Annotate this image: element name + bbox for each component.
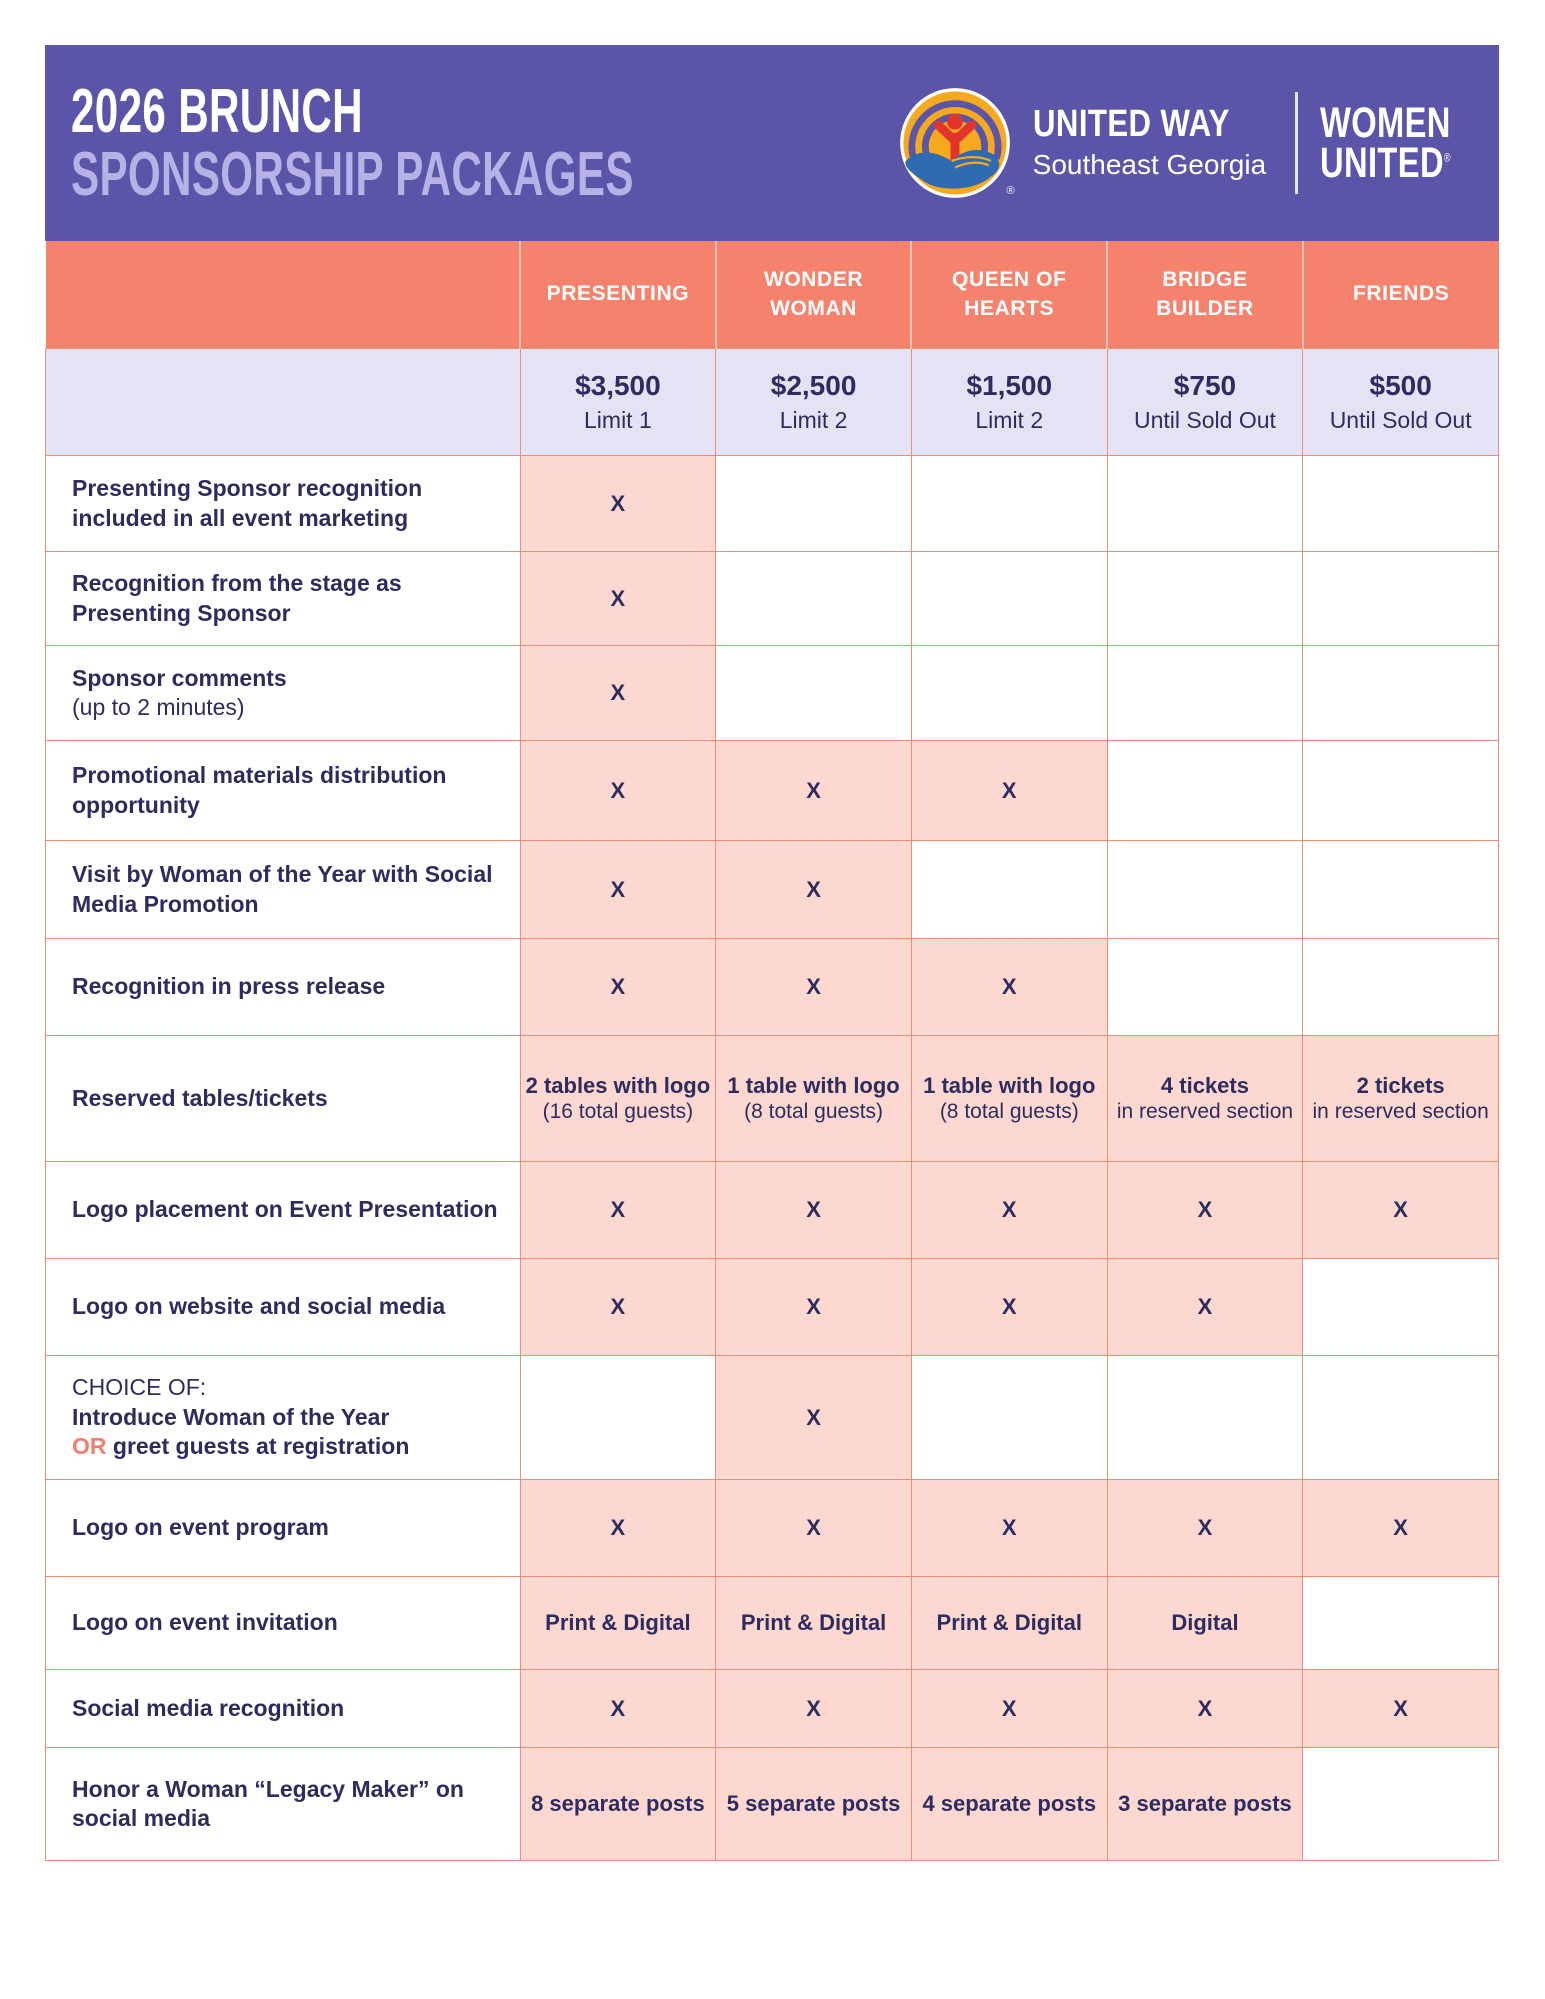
package-cell: 5 separate posts (716, 1748, 912, 1861)
united-way-logo-icon (899, 87, 1015, 199)
package-cell (1303, 841, 1499, 939)
package-cell: Digital (1107, 1577, 1303, 1670)
package-cell (716, 552, 912, 646)
availability: Until Sold Out (1134, 407, 1276, 433)
table-row (46, 1259, 1499, 1356)
feature-label-prefix: CHOICE OF: (72, 1374, 207, 1401)
united-way-logo-graphic (899, 87, 1011, 199)
package-cell: X (716, 741, 912, 841)
header-blank-cell (46, 241, 521, 349)
column-header-presenting: PRESENTING (520, 241, 716, 349)
package-cell (1107, 1356, 1303, 1480)
package-cell (1303, 939, 1499, 1036)
feature-label-cell (46, 841, 521, 939)
banner (45, 45, 1499, 241)
package-cell (911, 456, 1107, 552)
package-cell: X (520, 1259, 716, 1356)
feature-label-cell (46, 1162, 521, 1259)
table-row (46, 1036, 1499, 1162)
package-cell: X (716, 1356, 912, 1480)
table-row (46, 741, 1499, 841)
feature-label-cell (46, 1577, 521, 1670)
availability: Limit 1 (584, 407, 652, 433)
program-line-1: WOMEN (1319, 98, 1451, 147)
table-row (46, 646, 1499, 741)
package-cell: X (520, 1670, 716, 1748)
package-cell: X (1303, 1162, 1499, 1259)
package-cell (911, 646, 1107, 741)
package-cell (1303, 1259, 1499, 1356)
table-row (46, 552, 1499, 646)
package-cell: 8 separate posts (520, 1748, 716, 1861)
package-cell (1303, 552, 1499, 646)
package-cell (1303, 1577, 1499, 1670)
package-cell: X (716, 1162, 912, 1259)
package-cell: 3 separate posts (1107, 1748, 1303, 1861)
availability: Limit 2 (779, 407, 848, 433)
feature-label-cell (46, 939, 521, 1036)
package-cell: X (911, 1259, 1107, 1356)
price: $3,500 (575, 370, 661, 401)
flyer (45, 45, 1499, 1861)
feature-label: Reserved tables/tickets (72, 1084, 328, 1111)
column-header-bridge-builder: BRIDGE BUILDER (1107, 241, 1303, 349)
package-cell: X (1303, 1670, 1499, 1748)
feature-label: Introduce Woman of the Year (72, 1403, 390, 1430)
feature-label-cell (46, 1670, 521, 1748)
title-line-1: 2026 BRUNCH (71, 76, 363, 146)
org-name: UNITED WAY (1032, 103, 1230, 145)
package-cell (911, 1356, 1107, 1480)
availability: Until Sold Out (1329, 407, 1472, 433)
table-row (46, 456, 1499, 552)
org-region: Southeast Georgia (1032, 149, 1267, 180)
table-row (46, 1670, 1499, 1748)
package-cell: X (520, 741, 716, 841)
package-cell: Print & Digital (716, 1577, 912, 1670)
feature-label: Recognition from the stage as Presenting Sponsor (72, 570, 402, 626)
sponsorship-table (45, 241, 1499, 1861)
package-cell: X (520, 939, 716, 1036)
package-cell: X (520, 1480, 716, 1577)
package-cell: X (1107, 1162, 1303, 1259)
table-row (46, 939, 1499, 1036)
table-row (46, 1480, 1499, 1577)
package-cell: X (716, 939, 912, 1036)
table-row (46, 1748, 1499, 1861)
package-cell: 2 tickets in reserved section (1303, 1036, 1499, 1162)
column-header-queen-of-hearts: QUEEN OF HEARTS (911, 241, 1107, 349)
package-cell: X (911, 1480, 1107, 1577)
package-header-row (46, 241, 1499, 349)
feature-label-cell (46, 1480, 521, 1577)
price-row (46, 349, 1499, 456)
registered-mark: ® (1006, 185, 1015, 197)
package-cell (716, 456, 912, 552)
feature-label-or-line: OR greet guests at registration (72, 1433, 410, 1460)
package-cell (1303, 1748, 1499, 1861)
feature-label-cell (46, 1356, 521, 1480)
table-row (46, 841, 1499, 939)
feature-label: Visit by Woman of the Year with Social Media Promotion (72, 861, 493, 917)
availability: Limit 2 (975, 407, 1044, 433)
package-cell: X (520, 841, 716, 939)
package-cell (1107, 939, 1303, 1036)
package-cell: X (1107, 1670, 1303, 1748)
package-cell: X (520, 552, 716, 646)
price: $500 (1369, 370, 1432, 401)
package-cell: X (911, 1670, 1107, 1748)
package-cell: Print & Digital (911, 1577, 1107, 1670)
package-cell: X (716, 841, 912, 939)
or-highlight: OR (72, 1433, 107, 1460)
package-cell: X (520, 646, 716, 741)
package-cell: X (1107, 1480, 1303, 1577)
feature-label: Presenting Sponsor recognition included in all event marketing (72, 475, 423, 531)
package-cell (1107, 841, 1303, 939)
package-cell: X (716, 1670, 912, 1748)
feature-label-cell (46, 1748, 521, 1861)
feature-label-note: (up to 2 minutes) (72, 694, 245, 720)
table-row (46, 1356, 1499, 1480)
feature-label-cell (46, 456, 521, 552)
column-header-wonder-woman: WONDER WOMAN (716, 241, 912, 349)
package-cell: X (911, 1162, 1107, 1259)
women-united-wordmark (1319, 98, 1451, 187)
feature-label: Honor a Woman “Legacy Maker” on social media (72, 1775, 464, 1831)
column-header-friends: FRIENDS (1303, 241, 1499, 349)
price: $1,500 (966, 370, 1053, 401)
package-cell (1107, 741, 1303, 841)
divider (1295, 92, 1298, 194)
package-cell: X (520, 456, 716, 552)
feature-label-cell (46, 1259, 521, 1356)
package-cell (1107, 456, 1303, 552)
page-title (45, 76, 899, 209)
package-cell: 4 tickets in reserved section (1107, 1036, 1303, 1162)
feature-label: Logo on website and social media (72, 1293, 446, 1320)
package-cell (1303, 741, 1499, 841)
price-cell (520, 349, 716, 456)
package-cell: X (716, 1480, 912, 1577)
table-row (46, 1162, 1499, 1259)
package-cell (1107, 646, 1303, 741)
package-cell (911, 552, 1107, 646)
feature-label: Logo placement on Event Presentation (72, 1196, 498, 1223)
package-cell: X (1303, 1480, 1499, 1577)
feature-label: Logo on event program (72, 1514, 329, 1541)
feature-label: Sponsor comments (72, 664, 287, 691)
feature-label-cell (46, 552, 521, 646)
package-cell: Print & Digital (520, 1577, 716, 1670)
united-way-wordmark (1033, 105, 1273, 181)
package-cell: X (520, 1162, 716, 1259)
price-cell (1303, 349, 1499, 456)
package-cell: 2 tables with logo (16 total guests) (520, 1036, 716, 1162)
price-blank-cell (46, 349, 521, 456)
package-cell: X (911, 741, 1107, 841)
package-cell: X (1107, 1259, 1303, 1356)
program-line-2: UNITED® (1319, 139, 1451, 187)
package-cell: 4 separate posts (911, 1748, 1107, 1861)
feature-label: Logo on event invitation (72, 1609, 338, 1636)
feature-label-cell (46, 1036, 521, 1162)
package-cell (1303, 456, 1499, 552)
feature-label: Promotional materials distribution opportunity (72, 762, 447, 818)
logo-cluster (899, 87, 1530, 199)
title-line-2: SPONSORSHIP PACKAGES (71, 140, 634, 209)
table-row (46, 1577, 1499, 1670)
feature-label-cell (46, 646, 521, 741)
price-cell (911, 349, 1107, 456)
package-cell: X (911, 939, 1107, 1036)
package-cell (1107, 552, 1303, 646)
price: $750 (1173, 370, 1237, 401)
price-cell (1107, 349, 1303, 456)
feature-label-cell (46, 741, 521, 841)
feature-label: Social media recognition (72, 1694, 345, 1721)
package-cell (716, 646, 912, 741)
registered-mark: ® (1443, 150, 1451, 165)
package-cell: 1 table with logo (8 total guests) (716, 1036, 912, 1162)
price-cell (716, 349, 912, 456)
package-cell (911, 841, 1107, 939)
package-cell (520, 1356, 716, 1480)
package-cell (1303, 646, 1499, 741)
feature-label: Recognition in press release (72, 973, 386, 1000)
price: $2,500 (770, 370, 857, 401)
package-cell: 1 table with logo (8 total guests) (911, 1036, 1107, 1162)
package-cell: X (716, 1259, 912, 1356)
package-cell (1303, 1356, 1499, 1480)
